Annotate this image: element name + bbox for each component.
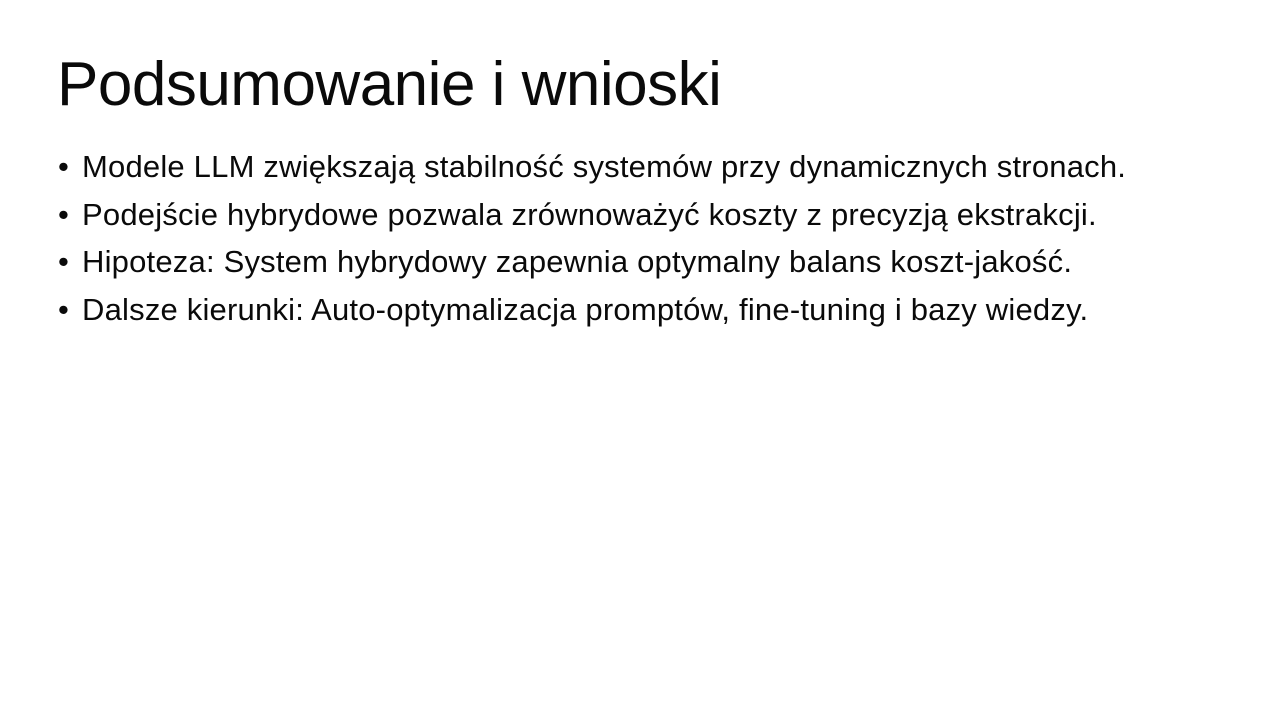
bullet-dot-icon: •: [58, 196, 70, 232]
bullet-list: [58, 143, 1228, 333]
bullet-text: Hipoteza: System hybrydowy zapewnia optymalny balans koszt-jakość.: [82, 244, 1073, 279]
bullet-dot-icon: •: [58, 291, 70, 327]
bullet-item: [58, 191, 1228, 239]
bullet-dot-icon: •: [58, 244, 70, 279]
bullet-item: [58, 286, 1228, 334]
bullet-item: [58, 238, 1228, 286]
bullet-text: Podejście hybrydowe pozwala zrównoważyć koszty z precyzją ekstrakcji.: [82, 196, 1097, 232]
bullet-text: Modele LLM zwiększają stabilność systemów przy dynamicznych stronach.: [82, 149, 1127, 184]
slide-title: Podsumowanie i wnioski: [57, 50, 722, 119]
bullet-item: [58, 143, 1228, 191]
bullet-text: Dalsze kierunki: Auto-optymalizacja promptów, fine-tuning i bazy wiedzy.: [82, 291, 1089, 327]
bullet-dot-icon: •: [58, 149, 70, 184]
